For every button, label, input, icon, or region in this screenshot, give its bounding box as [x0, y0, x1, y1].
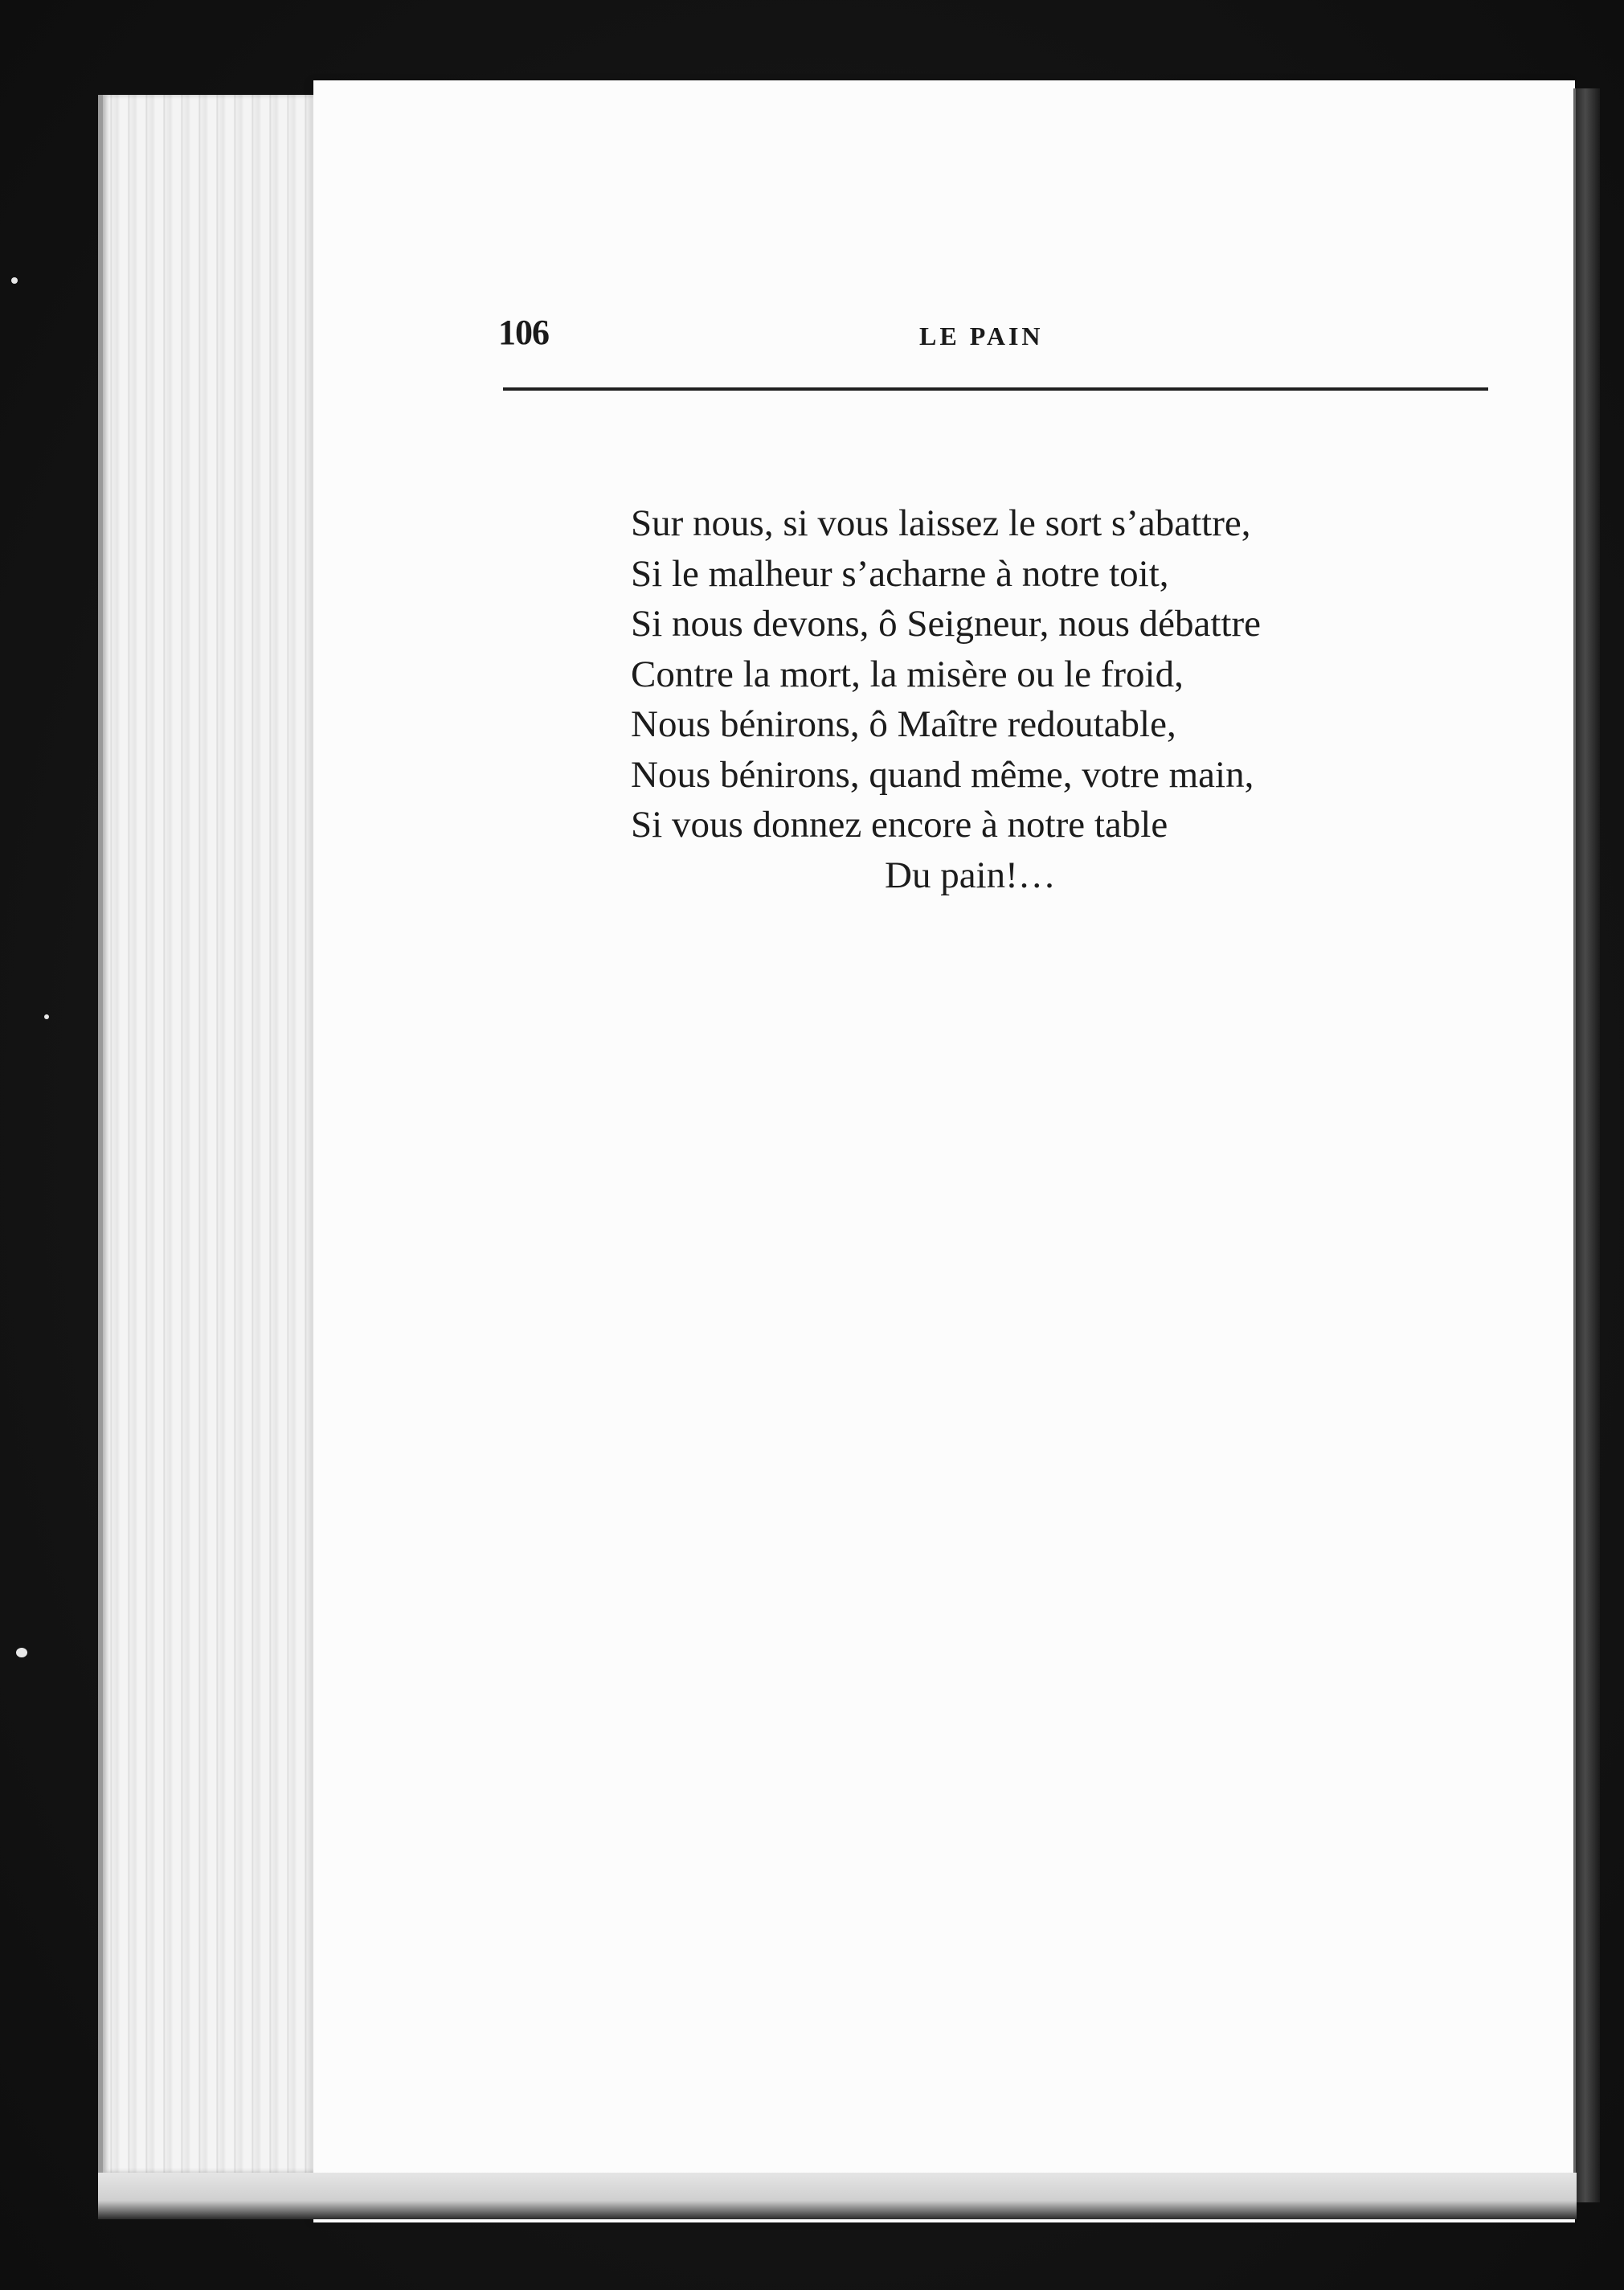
- poem-line: Contre la mort, la misère ou le froid,: [631, 653, 1184, 695]
- poem-line: Si nous devons, ô Seigneur, nous débattre: [631, 603, 1261, 645]
- poem-final-line: Du pain!…: [885, 854, 1056, 896]
- poem-line: Sur nous, si vous laissez le sort s’abattre,: [631, 502, 1251, 544]
- header-rule: [503, 387, 1488, 391]
- page-number: 106: [498, 313, 549, 352]
- page-bottom-edge: [98, 2173, 1577, 2219]
- facing-page-edge: [1573, 88, 1600, 2202]
- poem-line: Nous bénirons, quand même, votre main,: [631, 753, 1254, 796]
- running-head: [498, 312, 1488, 360]
- running-title: LE PAIN: [919, 322, 1044, 350]
- page-block-edge: [98, 95, 328, 2173]
- dust-speck: [11, 277, 18, 284]
- dust-speck: [44, 1014, 49, 1019]
- book-page: [313, 80, 1575, 2222]
- poem-line: Si le malheur s’acharne à notre toit,: [631, 552, 1169, 595]
- poem-line: Nous bénirons, ô Maître redoutable,: [631, 703, 1176, 745]
- poem-stanza: [631, 498, 1515, 900]
- poem-line: Si vous donnez encore à notre table: [631, 804, 1168, 846]
- dust-speck: [16, 1648, 27, 1657]
